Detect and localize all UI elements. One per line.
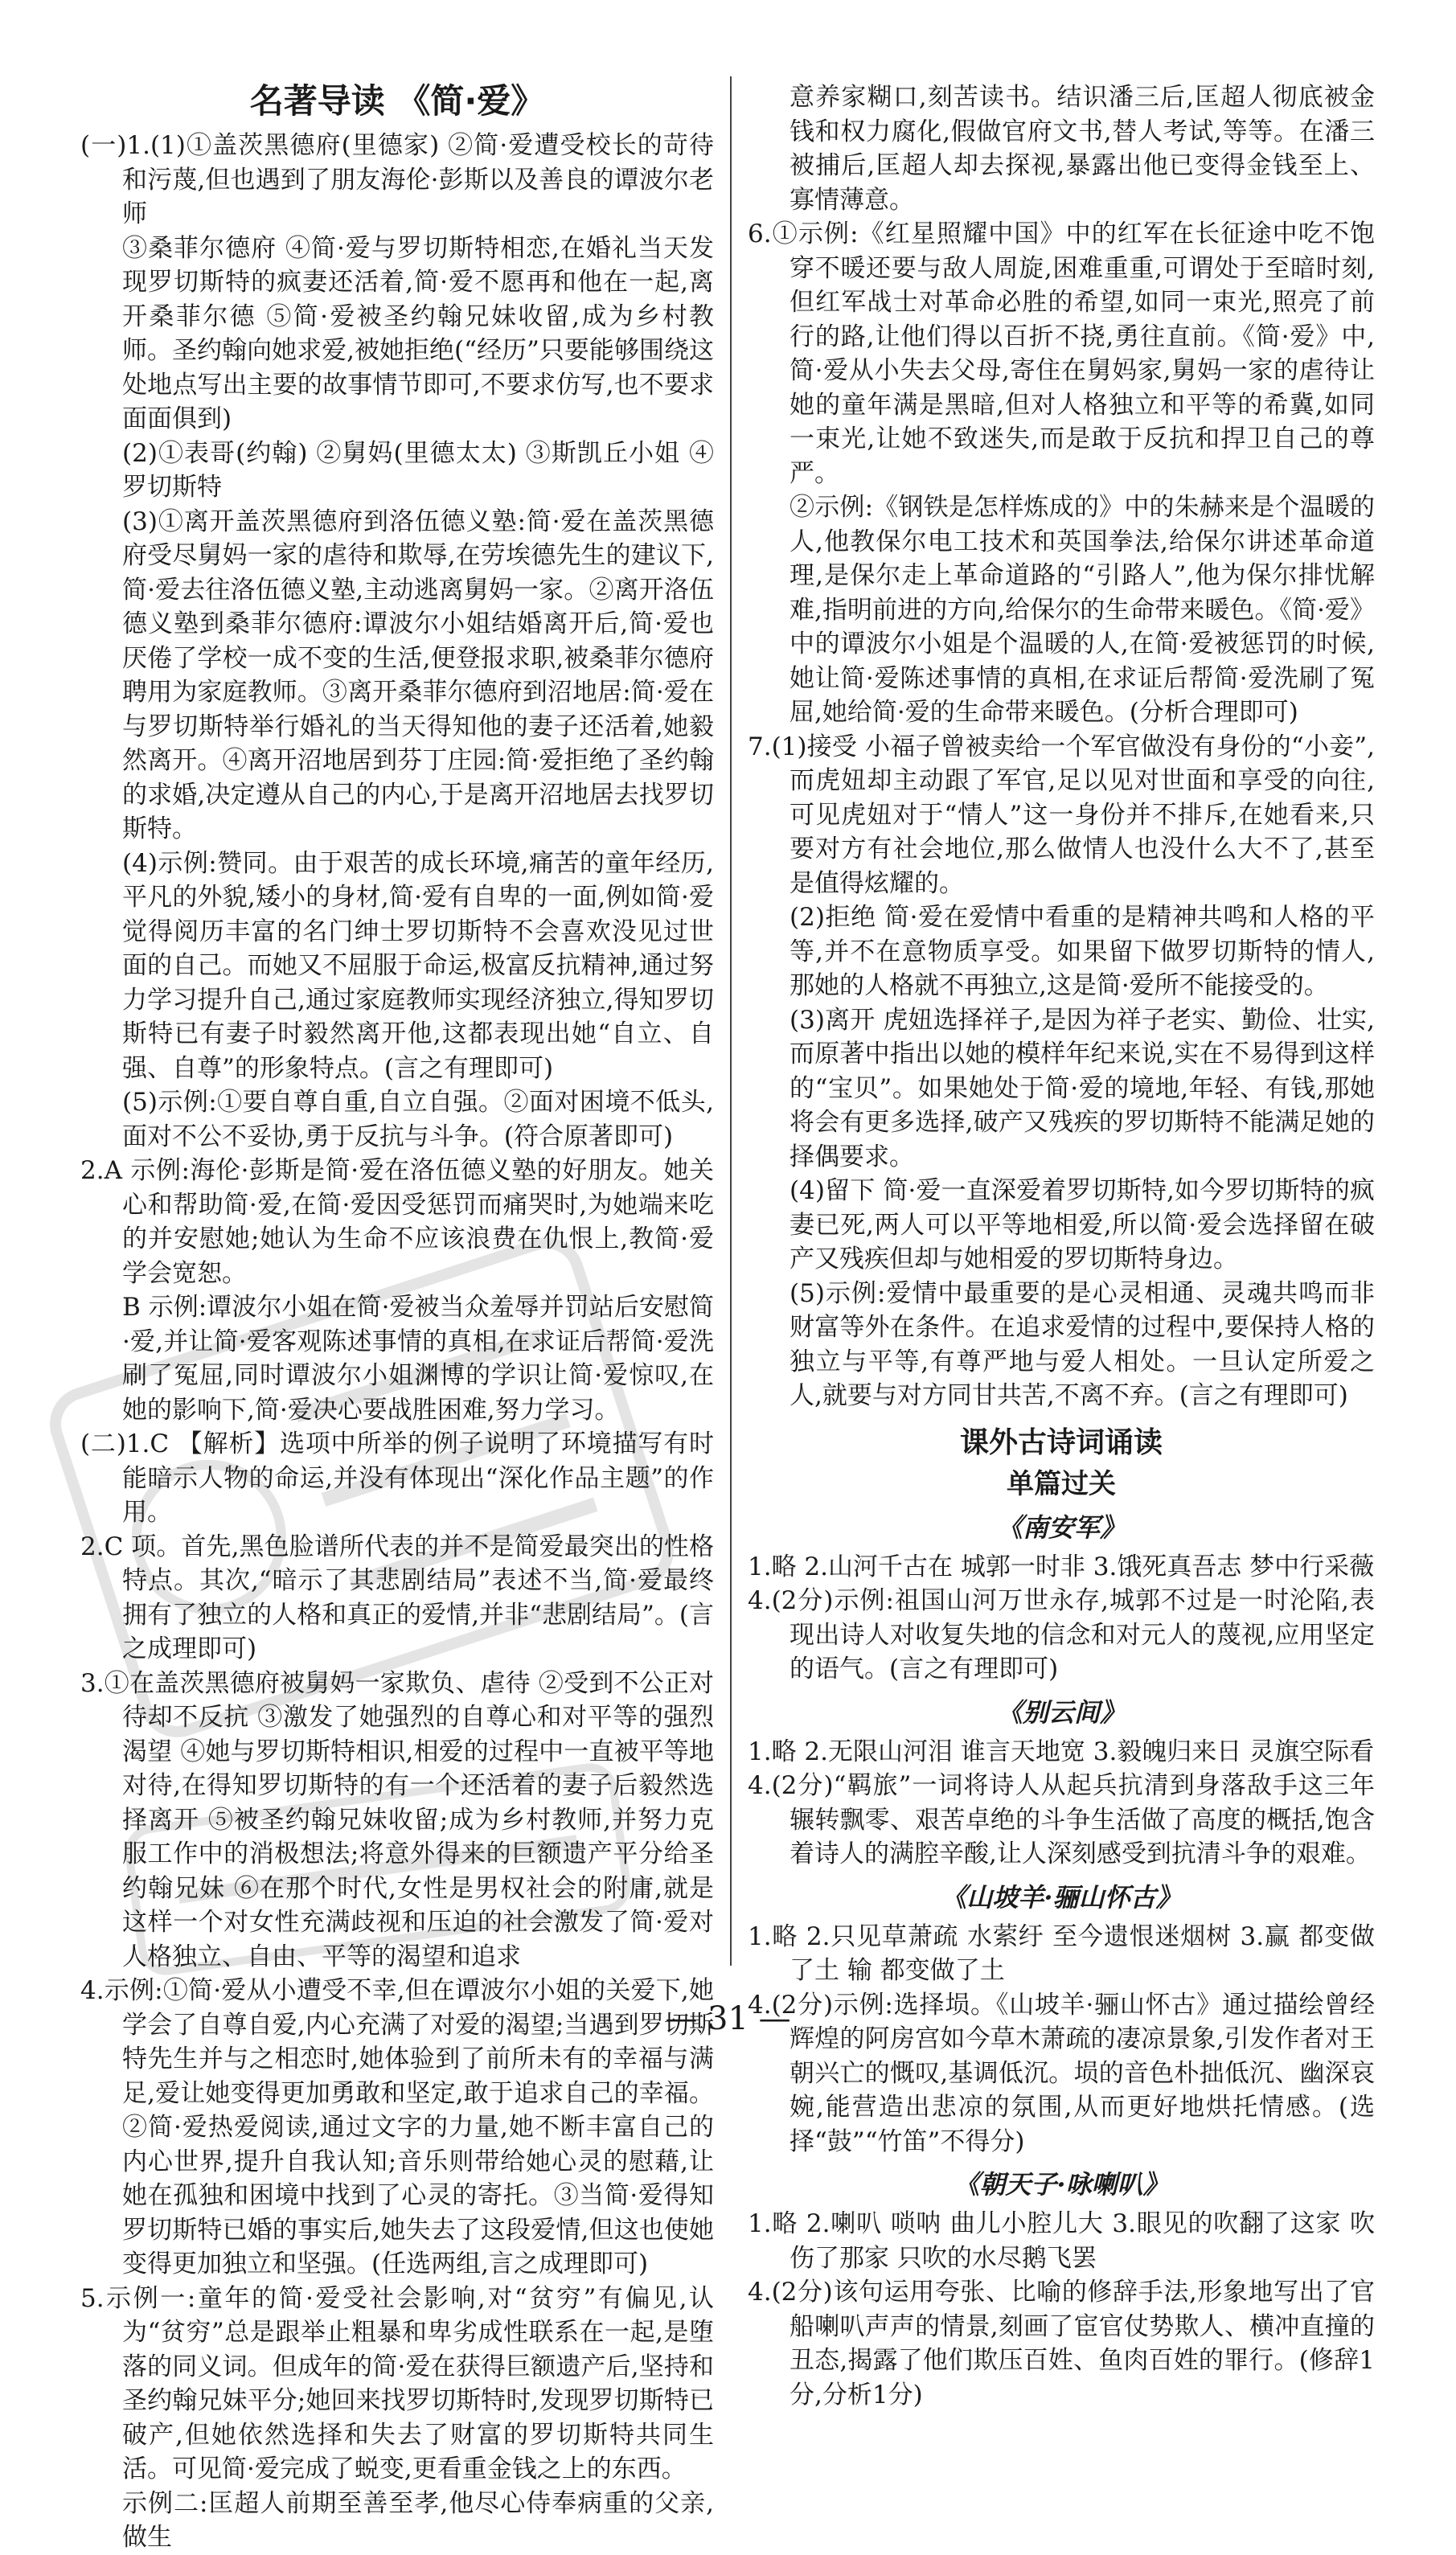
answer-paragraph: 1.略 2.山河千古在 城郭一时非 3.饿死真吾志 梦中行采薇 [748, 1552, 1375, 1581]
answer-paragraph: ③桑菲尔德府 ④简·爱与罗切斯特相恋,在婚礼当天发现罗切斯特的疯妻还活着,简·爱不愿再和他在一起,离开桑菲尔德 ⑤简·爱被圣约翰兄妹收留,成为乡村教师。圣约翰向她求爱,被她拒绝(“经历”只要能够围绕这处地点写出主要的故事情节即可,不要求仿写,也不要求面面俱到) [122, 233, 714, 433]
answer-paragraph: (4)留下 简·爱一直深爱着罗切斯特,如今罗切斯特的疯妻已死,两人可以平等地相爱,所以简·爱会选择留在破产又残疾但却与她相爱的罗切斯特身边。 [790, 1176, 1375, 1273]
section-subtitle: 单篇过关 [1007, 1467, 1116, 1500]
answer-paragraph: (2)拒绝 简·爱在爱情中看重的是精神共鸣和人格的平等,并不在意物质享受。如果留下做罗切斯特的情人,那她的人格就不再独立,这是简·爱所不能接受的。 [790, 903, 1375, 1000]
answer-paragraph: 4.(2分)该句运用夸张、比喻的修辞手法,形象地写出了官船喇叭声声的情景,刻画了宦官仗势欺人、横冲直撞的丑态,揭露了他们欺压百姓、鱼肉百姓的罪行。(修辞1分,分析1分) [748, 2278, 1375, 2409]
poem-title-4: 《朝天子·咏喇叭》 [954, 2169, 1169, 2200]
answer-paragraph: 2.C 项。首先,黑色脸谱所代表的并不是简爱最突出的性格特点。其次,“暗示了其悲剧结局”表述不当,简·爱最终拥有了独立的人格和真正的爱情,并非“悲剧结局”。(言之成理即可) [80, 1532, 714, 1663]
left-body [80, 129, 714, 2555]
answer-paragraph: B 示例:谭波尔小姐在简·爱被当众羞辱并罚站后安慰简·爱,并让简·爱客观陈述事情的真相,在求证后帮简·爱洗刷了冤屈,同时谭波尔小姐渊博的学识让简·爱惊叹,在她的影响下,简·爱决心要战胜困难,努力学习。 [122, 1293, 714, 1425]
poem-title-1: 《南安军》 [996, 1511, 1126, 1543]
answer-paragraph: 4.示例:①简·爱从小遭受不幸,但在谭波尔小姐的关爱下,她学会了自尊自爱,内心充满了对爱的渴望;当遇到罗切斯特先生并与之相恋时,她体验到了前所未有的幸福与满足,爱让她变得更加勇敢和坚定,敢于追求自己的幸福。②简·爱热爱阅读,通过文字的力量,她不断丰富自己的内心世界,提升自我认知;音乐则带给她心灵的慰藉,让她在孤独和困境中找到了心灵的寄托。③当简·爱得知罗切斯特已婚的事实后,她失去了这段爱情,但这也使她变得更加独立和坚强。(任选两组,言之成理即可) [80, 1976, 714, 2278]
answer-paragraph: 示例二:匡超人前期至善至孝,他尽心侍奉病重的父亲,做生 [122, 2488, 714, 2552]
answer-paragraph: (二)1.C 【解析】选项中所举的例子说明了环境描写有时能暗示人物的命运,并没有体现出“深化作品主题”的作用。 [80, 1429, 714, 1527]
right-body [748, 80, 1375, 1413]
answer-paragraph: (5)示例:爱情中最重要的是心灵相通、灵魂共鸣而非财富等外在条件。在追求爱情的过程中,要保持人格的独立与平等,有尊严地与爱人相处。一旦认定所爱之人,就要与对方同甘共苦,不离不弃。(言之有理即可) [790, 1278, 1375, 1410]
answer-paragraph: ②示例:《钢铁是怎样炼成的》中的朱赫来是个温暖的人,他教保尔电工技术和英国拳法,给保尔讲述革命道理,是保尔走上革命道路的“引路人”,他为保尔排忧解难,指明前进的方向,给保尔的生命带来暖色。《简·爱》中的谭波尔小姐是个温暖的人,在简·爱被惩罚的时候,她让简·爱陈述事情的真相,在求证后帮简·爱洗刷了冤屈,她给简·爱的生命带来暖色。(分析合理即可) [790, 493, 1375, 727]
answer-paragraph: 4.(2分)示例:祖国山河万世永存,城郭不过是一时沦陷,表现出诗人对收复失地的信念和对元人的蔑视,应用坚定的语气。(言之有理即可) [748, 1586, 1375, 1684]
answer-paragraph: 意养家糊口,刻苦读书。结识潘三后,匡超人彻底被金钱和权力腐化,假做官府文书,替人考试,等等。在潘三被捕后,匡超人却去探视,暴露出他已变得金钱至上、寡情薄意。 [790, 83, 1375, 215]
answer-paragraph: (一)1.(1)①盖茨黑德府(里德家) ②简·爱遭受校长的苛待和污蔑,但也遇到了朋友海伦·彭斯以及善良的谭波尔老师 [80, 131, 714, 228]
poem-title-2: 《别云间》 [996, 1696, 1126, 1728]
answer-paragraph: (5)示例:①要自尊自重,自立自强。②面对困境不低头,面对不公不妥协,勇于反抗与斗争。(符合原著即可) [122, 1088, 714, 1151]
section-title: 课外古诗词诵读 [959, 1425, 1163, 1459]
answer-paragraph: (2)①表哥(约翰) ②舅妈(里德太太) ③斯凯丘小姐 ④罗切斯特 [122, 438, 714, 502]
answer-paragraph: 4.(2分)示例:选择埙。《山坡羊·骊山怀古》通过描绘曾经辉煌的阿房宫如今草木萧疏的凄凉景象,引发作者对王朝兴亡的慨叹,基调低沉。埙的音色朴拙低沉、幽深哀婉,能营造出悲凉的氛围,从而更好地烘托情感。(选择“鼓”“竹笛”不得分) [748, 1990, 1375, 2156]
answer-paragraph: (4)示例:赞同。由于艰苦的成长环境,痛苦的童年经历,平凡的外貌,矮小的身材,简·爱有自卑的一面,例如简·爱觉得阅历丰富的名门绅士罗切斯特不会喜欢没见过世面的自己。而她又不屈服于命运,极富反抗精神,通过努力学习提升自己,通过家庭教师实现经济独立,得知罗切斯特已有妻子时毅然离开他,这都表现出她“自立、自强、自尊”的形象特点。(言之有理即可) [122, 848, 714, 1083]
answer-paragraph: 3.①在盖茨黑德府被舅妈一家欺负、虐待 ②受到不公正对待却不反抗 ③激发了她强烈的自尊心和对平等的强烈渴望 ④她与罗切斯特相识,相爱的过程中一直被平等地对待,在得知罗切斯特的有一个还活着的妻子后毅然选择离开 ⑤被圣约翰兄妹收留;成为乡村教师,并努力克服工作中的消极想法;将意外得来的巨额遗产平分给圣约翰兄妹 ⑥在那个时代,女性是男权社会的附庸,就是这样一个对女性充满歧视和压迫的社会激发了简·爱对人格独立、自由、平等的渴望和追求 [80, 1668, 714, 1971]
answer-paragraph: (3)离开 虎妞选择祥子,是因为祥子老实、勤俭、壮实,而原著中指出以她的模样年纪来说,实在不易得到这样的“宝贝”。如果她处于简·爱的境地,年轻、有钱,那她将会有更多选择,破产又残疾的罗切斯特不能满足她的择偶要求。 [790, 1005, 1375, 1171]
page-title: 名著导读 《简·爱》 [249, 81, 545, 121]
poem-3-answers [748, 1920, 1375, 2159]
right-column [748, 80, 1375, 2412]
poem-title-3: 《山坡羊·骊山怀古》 [941, 1881, 1182, 1913]
answer-paragraph: 1.略 2.喇叭 唢呐 曲儿小腔儿大 3.眼见的吹翻了这家 吹伤了那家 只吹的水尽鹅飞罢 [748, 2209, 1375, 2273]
answer-paragraph: 5.示例一:童年的简·爱受社会影响,对“贫穷”有偏见,认为“贫穷”总是跟举止粗暴和卑劣成性联系在一起,是堕落的同义词。但成年的简·爱在获得巨额遗产后,坚持和圣约翰兄妹平分;她回来找罗切斯特时,发现罗切斯特已破产,但她依然选择和失去了财富的罗切斯特共同生活。可见简·爱完成了蜕变,更看重金钱之上的东西。 [80, 2283, 714, 2483]
poem-4-answers [748, 2207, 1375, 2412]
column-divider [730, 76, 732, 1966]
answer-paragraph: 1.略 2.无限山河泪 谁言天地宽 3.毅魄归来日 灵旗空际看 [748, 1737, 1375, 1766]
answer-paragraph: 1.略 2.只见草萧疏 水萦纡 至今遗恨迷烟树 3.赢 都变做了土 输 都变做了土 [748, 1921, 1375, 1985]
poem-2-answers [748, 1735, 1375, 1872]
answer-paragraph: 4.(2分)“羁旅”一词将诗人从起兵抗清到身落敌手这三年辗转飘零、艰苦卓绝的斗争生活做了高度的概括,饱含着诗人的满腔辛酸,让人深刻感受到抗清斗争的艰难。 [748, 1771, 1375, 1868]
page-number: — 31 — [665, 2000, 791, 2037]
answer-paragraph: 7.(1)接受 小福子曾被卖给一个军官做没有身份的“小妾”,而虎妞却主动跟了军官,足以见对世面和享受的向往,可见虎妞对于“情人”这一身份并不排斥,在她看来,只要对方有社会地位,那么做情人也没什么大不了,甚至是值得炫耀的。 [748, 732, 1375, 898]
answer-paragraph: 6.①示例:《红星照耀中国》中的红军在长征途中吃不饱穿不暖还要与敌人周旋,困难重重,可谓处于至暗时刻,但红军战士对革命必胜的希望,如同一束光,照亮了前行的路,让他们得以百折不挠,勇往直前。《简·爱》中,简·爱从小失去父母,寄住在舅妈家,舅妈一家的虐待让她的童年满是黑暗,但对人格独立和平等的希冀,如同一束光,让她不致迷失,而是敢于反抗和捍卫自己的尊严。 [748, 219, 1375, 488]
left-column [80, 80, 714, 2555]
answer-paragraph: 2.A 示例:海伦·彭斯是简·爱在洛伍德义塾的好朋友。她关心和帮助简·爱,在简·爱因受惩罚而痛哭时,为她端来吃的并安慰她;她认为生命不应该浪费在仇恨上,教简·爱学会宽恕。 [80, 1156, 714, 1288]
poem-1-answers [748, 1550, 1375, 1687]
answer-paragraph: (3)①离开盖茨黑德府到洛伍德义塾:简·爱在盖茨黑德府受尽舅妈一家的虐待和欺辱,在劳埃德先生的建议下,简·爱去往洛伍德义塾,主动逃离舅妈一家。②离开洛伍德义塾到桑菲尔德府:谭波尔小姐结婚离开后,简·爱也厌倦了学校一成不变的生活,便登报求职,被桑菲尔德府聘用为家庭教师。③离开桑菲尔德府到沼地居:简·爱在与罗切斯特举行婚礼的当天得知他的妻子还活着,她毅然离开。④离开沼地居到芬丁庄园:简·爱拒绝了圣约翰的求婚,决定遵从自己的内心,于是离开沼地居去找罗切斯特。 [122, 506, 714, 843]
